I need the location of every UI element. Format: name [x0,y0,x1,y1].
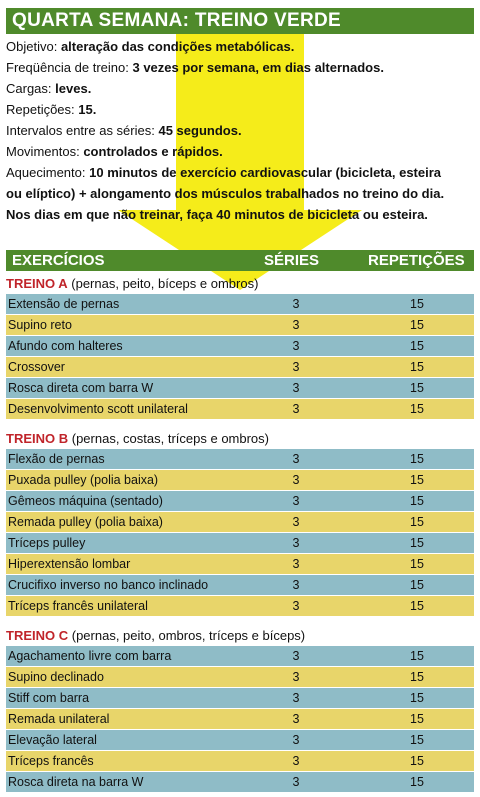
exercise-name: Supino reto [8,318,72,332]
series-value: 3 [292,452,300,466]
exercise-name: Desenvolvimento scott unilateral [8,402,188,416]
intro-cargas [6,78,476,99]
table-row [6,378,474,398]
repetitions-value: 15 [410,494,424,508]
table-row [6,357,474,377]
series-value: 3 [292,578,300,592]
exercise-name: Crossover [8,360,65,374]
table-row [6,688,474,708]
intro-label: Aquecimento: [6,165,86,180]
series-value: 3 [292,473,300,487]
intro-label: Intervalos entre as séries: [6,123,155,138]
section-name: TREINO B [6,431,69,446]
repetitions-value: 15 [410,691,424,705]
intro-label: Objetivo: [6,39,58,54]
repetitions-value: 15 [410,754,424,768]
intro-value: 3 vezes por semana, em dias alternados. [132,60,384,75]
header-repeticoes: REPETIÇÕES [368,252,465,269]
intro-label: Repetições: [6,102,75,117]
exercise-name: Afundo com halteres [8,339,123,353]
intro-value: 10 minutos de exercício cardiovascular (bicicleta, esteira [89,165,442,180]
intro-continuation [6,183,476,204]
table-row [6,449,474,469]
intro-value: controlados e rápidos. [83,144,223,159]
section-description: (pernas, peito, ombros, tríceps e bíceps) [71,628,306,643]
repetitions-value: 15 [410,360,424,374]
exercise-name: Rosca direta na barra W [8,775,144,789]
repetitions-value: 15 [410,515,424,529]
section-name: TREINO C [6,628,69,643]
repetitions-value: 15 [410,318,424,332]
series-value: 3 [292,599,300,613]
intro-movimentos [6,141,476,162]
exercise-name: Crucifixo inverso no banco inclinado [8,578,209,592]
table-row [6,667,474,687]
section-title [6,274,474,294]
repetitions-value: 15 [410,712,424,726]
intro-block [6,36,476,225]
table-row [6,399,474,419]
exercise-name: Stiff com barra [8,691,90,705]
series-value: 3 [292,381,300,395]
series-value: 3 [292,297,300,311]
intro-label: Movimentos: [6,144,80,159]
table-row [6,315,474,335]
series-value: 3 [292,536,300,550]
header-series: SÉRIES [264,252,320,269]
page-title: QUARTA SEMANA: TREINO VERDE [6,8,474,34]
exercise-name: Hiperextensão lombar [8,557,131,571]
exercise-name: Agachamento livre com barra [8,649,172,663]
intro-value: 45 segundos. [158,123,242,138]
series-value: 3 [292,649,300,663]
repetitions-value: 15 [410,670,424,684]
repetitions-value: 15 [410,775,424,789]
exercise-name: Flexão de pernas [8,452,105,466]
table-row [6,470,474,490]
table-row [6,294,474,314]
series-value: 3 [292,318,300,332]
exercise-name: Remada pulley (polia baixa) [8,515,163,529]
table-row [6,554,474,574]
repetitions-value: 15 [410,536,424,550]
intro-rest-days [6,204,476,225]
series-value: 3 [292,557,300,571]
series-value: 3 [292,494,300,508]
section-title [6,429,474,449]
intro-value: ou elíptico) + alongamento dos músculos trabalhados no treino do dia. [6,186,445,201]
intro-repeticoes [6,99,476,120]
intro-frequencia [6,57,476,78]
table-row [6,709,474,729]
intro-intervalos [6,120,476,141]
intro-objetivo [6,36,476,57]
series-value: 3 [292,339,300,353]
section-title [6,626,474,646]
repetitions-value: 15 [410,557,424,571]
table-row [6,751,474,771]
series-value: 3 [292,670,300,684]
repetitions-value: 15 [410,578,424,592]
repetitions-value: 15 [410,297,424,311]
repetitions-value: 15 [410,599,424,613]
series-value: 3 [292,733,300,747]
intro-label: Freqüência de treino: [6,60,129,75]
table-row [6,772,474,792]
intro-value: Nos dias em que não treinar, faça 40 minutos de bicicleta ou esteira. [6,207,428,222]
repetitions-value: 15 [410,473,424,487]
section-description: (pernas, costas, tríceps e ombros) [71,431,269,446]
section-description: (pernas, peito, bíceps e ombros) [71,276,259,291]
intro-aquecimento [6,162,476,183]
section-treino-b [6,429,474,617]
table-row [6,512,474,532]
repetitions-value: 15 [410,402,424,416]
repetitions-value: 15 [410,381,424,395]
section-name: TREINO A [6,276,68,291]
series-value: 3 [292,691,300,705]
exercise-name: Supino declinado [8,670,104,684]
intro-value: leves. [55,81,92,96]
series-value: 3 [292,775,300,789]
table-row [6,491,474,511]
intro-label: Cargas: [6,81,52,96]
table-row [6,336,474,356]
exercise-name: Elevação lateral [8,733,97,747]
header-exercicios: EXERCÍCIOS [12,252,105,269]
series-value: 3 [292,754,300,768]
series-value: 3 [292,402,300,416]
section-treino-c [6,626,474,793]
series-value: 3 [292,515,300,529]
series-value: 3 [292,712,300,726]
repetitions-value: 15 [410,649,424,663]
intro-value: alteração das condições metabólicas. [60,39,295,54]
table-row [6,646,474,666]
exercise-name: Extensão de pernas [8,297,120,311]
exercise-name: Rosca direta com barra W [8,381,154,395]
exercise-name: Gêmeos máquina (sentado) [8,494,163,508]
table-header [6,250,474,271]
table-row [6,596,474,616]
exercise-name: Tríceps francês [8,754,94,768]
exercise-name: Remada unilateral [8,712,110,726]
exercise-name: Tríceps pulley [8,536,86,550]
series-value: 3 [292,360,300,374]
exercise-name: Tríceps francês unilateral [8,599,148,613]
table-row [6,533,474,553]
repetitions-value: 15 [410,452,424,466]
intro-value: 15. [78,102,97,117]
exercise-name: Puxada pulley (polia baixa) [8,473,159,487]
repetitions-value: 15 [410,339,424,353]
repetitions-value: 15 [410,733,424,747]
table-row [6,575,474,595]
table-row [6,730,474,750]
section-treino-a [6,274,474,420]
